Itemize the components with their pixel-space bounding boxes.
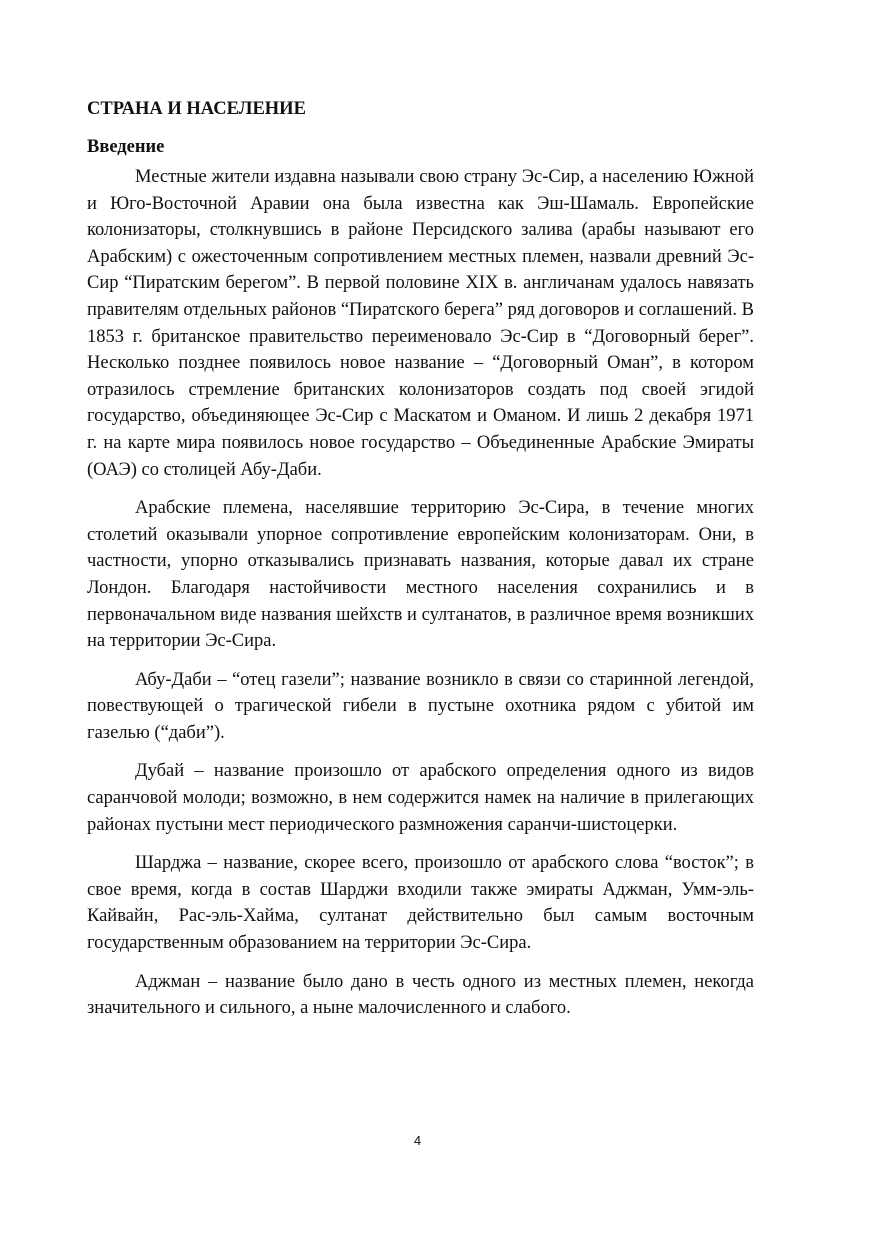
paragraph-dubai: Дубай – название произошло от арабского определения одного из видов саранчовой молоди; возможно, в нем содержится намек на наличие в прилегающих районах пустыни мест периодического размножения саранчи-шистоцерки. — [87, 761, 754, 835]
paragraph-sharjah: Шарджа – название, скорее всего, произошло от арабского слова “восток”; в свое время, когда в состав Шарджи входили также эмираты Аджман, Умм-эль-Кайвайн, Рас-эль-Хайма, султанат действительно был самым восточным государственным образованием на территории Эс-Сира. — [87, 853, 754, 954]
document-page — [87, 96, 754, 1034]
paragraph-ajman: Аджман – название было дано в честь одного из местных племен, некогда значительного и сильного, а ныне малочисленного и слабого. — [87, 971, 754, 1019]
paragraph-abu-dhabi: Абу-Даби – “отец газели”; название возникло в связи со старинной легендой, повествующей о трагической гибели в пустыне охотника рядом с убитой им газелью (“даби”). — [87, 669, 754, 743]
page-number: 4 — [413, 1133, 422, 1148]
subsection-title: Введение — [87, 137, 165, 157]
section-title: СТРАНА И НАСЕЛЕНИЕ — [87, 99, 306, 119]
paragraph-tribes: Арабские племена, населявшие территорию Эс-Сира, в течение многих столетий оказывали упорное сопротивление европейским колонизаторам. Они, в частности, упорно отказывались признавать названия, которые давал их стране Лондон. Благодаря настойчивости местного населения сохранились и в первоначальном виде названия шейхств и султанатов, в различное время возникших на территории Эс-Сира. — [87, 498, 754, 652]
paragraph-intro: Местные жители издавна называли свою страну Эс-Сир, а населению Южной и Юго-Восточной Аравии она была известна как Эш-Шамаль. Европейские колонизаторы, столкнувшись в районе Персидского залива (арабы называют его Арабским) с ожесточенным сопротивлением местных племен, назвали древний Эс-Сир “Пиратским берегом”. В первой половине XIX в. англичанам удалось навязать правителям отдельных районов “Пиратского берега” ряд договоров и соглашений. В 1853 г. британское правительство переименовало Эс-Сир в “Договорный берег”. Несколько позднее появилось новое название – “Договорный Оман”, в котором отразилось стремление британских колонизаторов создать под своей эгидой государство, объединяющее Эс-Сир с Маскатом и Оманом. И лишь 2 декабря 1971 г. на карте мира появилось новое государство – Объединенные Арабские Эмираты (ОАЭ) со столицей Абу-Даби. — [87, 167, 754, 480]
